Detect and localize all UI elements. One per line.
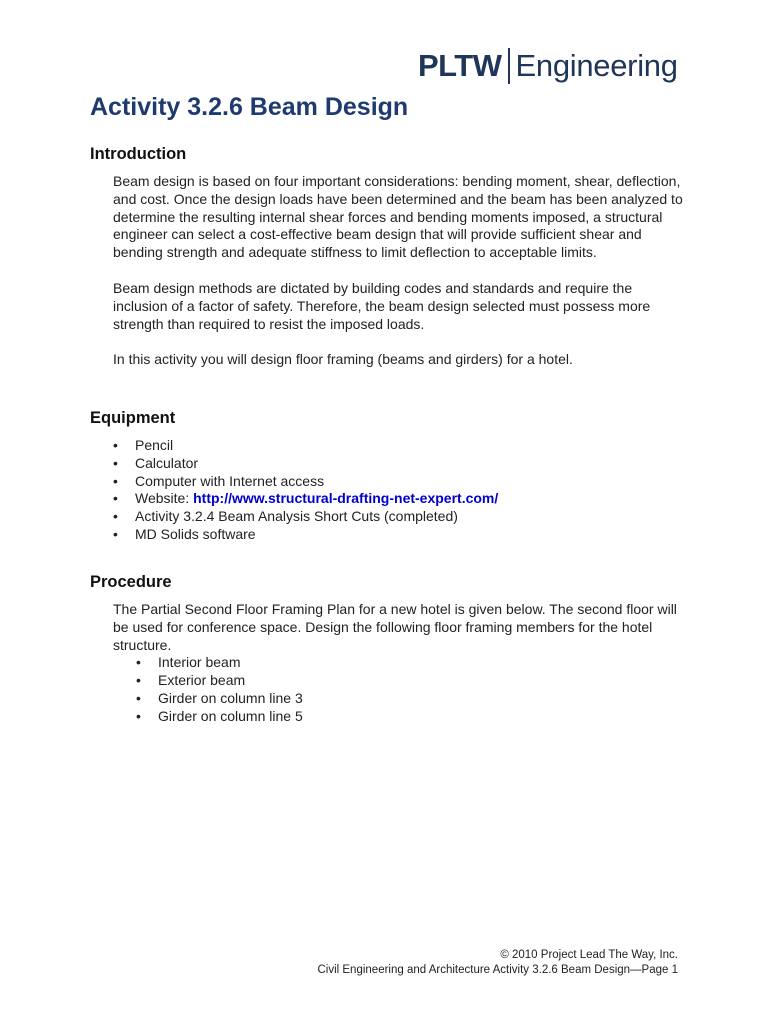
equipment-item: • MD Solids software (135, 526, 690, 544)
logo-brand: PLTW (418, 48, 502, 83)
procedure-item: • Exterior beam (158, 672, 690, 690)
equipment-item-website (135, 490, 690, 508)
equipment-section (90, 409, 690, 544)
website-link[interactable]: http://www.structural-drafting-net-expert.com/ (193, 490, 499, 507)
page-footer (317, 948, 678, 978)
introduction-heading: Introduction (90, 145, 187, 163)
procedure-section (90, 573, 690, 726)
equipment-item: • Computer with Internet access (135, 473, 690, 491)
introduction-section (90, 145, 690, 369)
logo-subtitle: Engineering (515, 48, 678, 83)
procedure-item: • Girder on column line 3 (158, 690, 690, 708)
logo-divider (508, 48, 510, 84)
introduction-paragraph-1: Beam design is based on four important considerations: bending moment, shear, deflection, and cost. Once the design loads have been determined and the beam has been analyzed to determine the resulting internal shear forces and bending moments imposed, a structural engineer can select a cost-effective beam design that will provide sufficient shear and bending strength and adequate stiffness to limit deflection to acceptable limits. (113, 173, 683, 261)
procedure-paragraph: The Partial Second Floor Framing Plan for a new hotel is given below. The second floor will be used for conference space. Design the following floor framing members for the hotel structure. (113, 601, 677, 653)
equipment-item: • Activity 3.2.4 Beam Analysis Short Cuts (completed) (135, 508, 690, 526)
page-title: Activity 3.2.6 Beam Design (90, 93, 409, 121)
procedure-list (90, 654, 690, 725)
website-label: Website: (135, 490, 194, 507)
footer-copyright: © 2010 Project Lead The Way, Inc. (500, 949, 678, 961)
equipment-item: • Calculator (135, 455, 690, 473)
introduction-paragraph-3: In this activity you will design floor framing (beams and girders) for a hotel. (113, 351, 573, 368)
procedure-heading: Procedure (90, 573, 172, 591)
procedure-item: • Girder on column line 5 (158, 708, 690, 726)
equipment-list (90, 437, 690, 544)
equipment-heading: Equipment (90, 409, 176, 427)
pltw-engineering-logo (418, 46, 678, 86)
introduction-paragraph-2: Beam design methods are dictated by building codes and standards and require the inclusion of a factor of safety. Therefore, the beam design selected must possess more strength than required to resist the imposed loads. (113, 279, 651, 332)
procedure-item: • Interior beam (158, 654, 690, 672)
equipment-item: • Pencil (135, 437, 690, 455)
footer-page-line: Civil Engineering and Architecture Activity 3.2.6 Beam Design—Page 1 (317, 964, 678, 976)
